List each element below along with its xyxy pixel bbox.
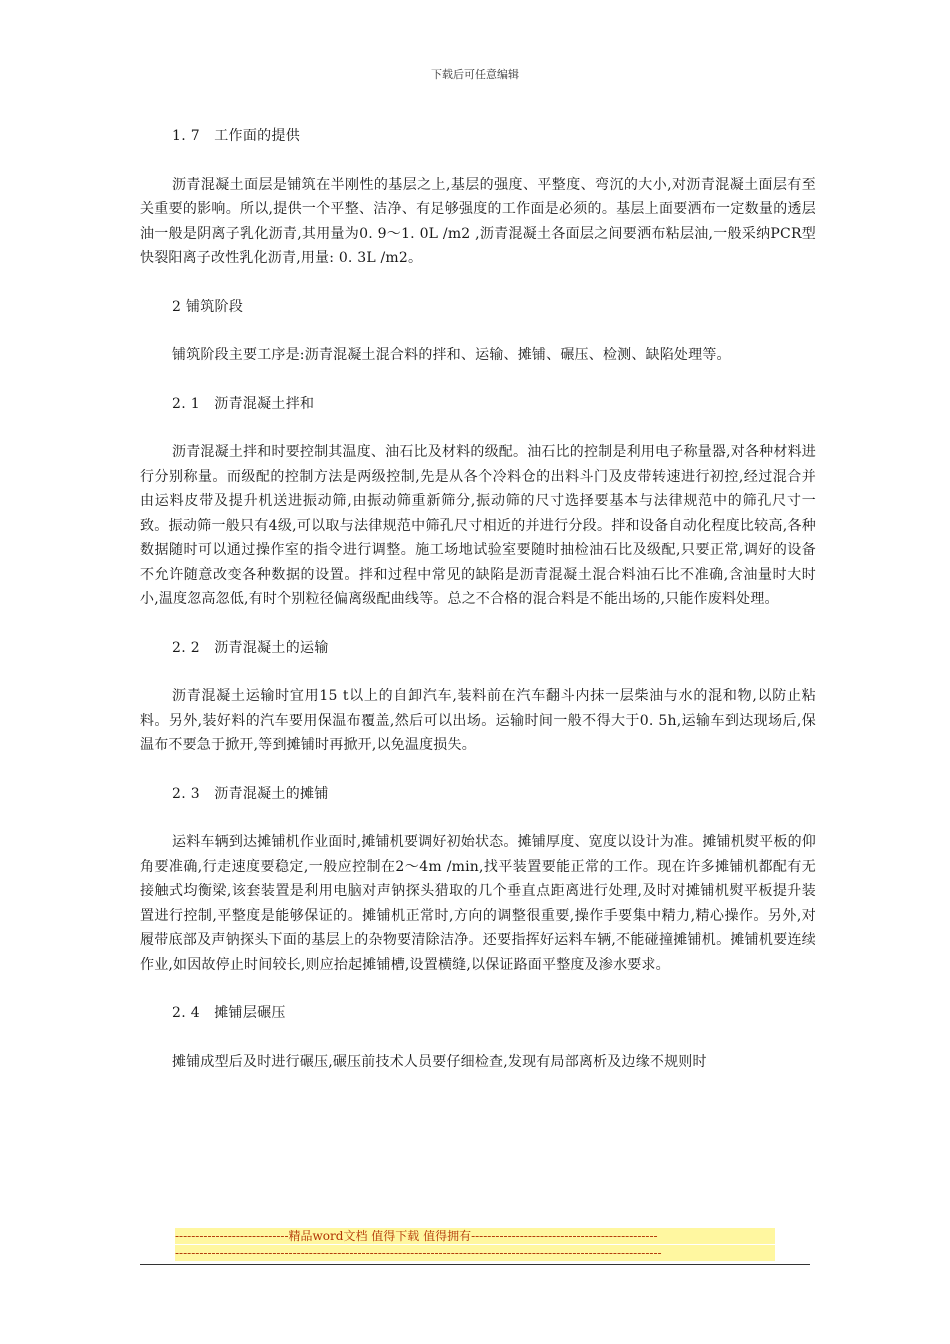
section-heading: 2. 4 摊铺层碾压 bbox=[172, 1005, 286, 1021]
page-header: 下载后可任意编辑 bbox=[431, 68, 519, 81]
section-heading: 1. 7 工作面的提供 bbox=[172, 128, 301, 144]
footer-banner: ----------------------------精品word文档 值得下载 值得拥有---------------------------------------------- bbox=[175, 1228, 775, 1244]
document-body bbox=[140, 124, 816, 1098]
footer-dash-line: ------------------------------------------------------------------------------------------------------------------------ bbox=[175, 1245, 775, 1261]
section-paragraph: 运料车辆到达摊铺机作业面时,摊铺机要调好初始状态。摊铺厚度、宽度以设计为准。摊铺机熨平板的仰角要准确,行走速度要稳定,一般应控制在2～4m /min,找平装置要能正常的工作。现在许多摊铺机都配有无接触式均衡梁,该套装置是利用电脑对声钠探头猎取的几个垂直点距离进行处理,及时对摊铺机熨平板提升装置进行控制,平整度是能够保证的。摊铺机正常时,方向的调整很重要,操作手要集中精力,精心操作。另外,对履带底部及声钠探头下面的基层上的杂物要清除洁净。还要指挥好运料车辆,不能碰撞摊铺机。摊铺机要连续作业,如因故停止时间较长,则应抬起摊铺槽,设置横缝,以保证路面平整度及渗水要求。 bbox=[140, 834, 816, 973]
section-paragraph: 沥青混凝土拌和时要控制其温度、油石比及材料的级配。油石比的控制是利用电子称量器,对各种材料进行分别称量。而级配的控制方法是两级控制,先是从各个冷料仓的出料斗门及皮带转速进行初控,经过混合并由运料皮带及提升机送进振动筛,由振动筛重新筛分,振动筛的尺寸选择要基本与法律规范中的筛孔尺寸一致。振动筛一般只有4级,可以取与法律规范中筛孔尺寸相近的并进行分段。拌和设备自动化程度比较高,各种数据随时可以通过操作室的指令进行调整。施工场地试验室要随时抽检油石比及级配,只要正常,调好的设备不允许随意改变各种数据的设置。拌和过程中常见的缺陷是沥青混凝土混合料油石比不准确,含油量时大时小,温度忽高忽低,有时个别粒径偏离级配曲线等。总之不合格的混合料是不能出场的,只能作废料处理。 bbox=[140, 444, 816, 607]
section-heading: 2. 2 沥青混凝土的运输 bbox=[172, 639, 329, 656]
section-heading: 2 铺筑阶段 bbox=[172, 298, 244, 315]
section-paragraph: 沥青混凝土运输时宜用15 t以上的自卸汽车,装料前在汽车翻斗内抹一层柴油与水的混和物,以防止粘料。另外,装好料的汽车要用保温布覆盖,然后可以出场。运输时间一般不得大于0. 5h,运输车到达现场后,保温布不要急于掀开,等到摊铺时再掀开,以免温度损失。 bbox=[140, 688, 816, 753]
section-heading: 2. 1 沥青混凝土拌和 bbox=[172, 395, 315, 412]
section-paragraph: 摊铺成型后及时进行碾压,碾压前技术人员要仔细检查,发现有局部离析及边缘不规则时 bbox=[172, 1053, 707, 1070]
footer-rule bbox=[140, 1264, 810, 1265]
section-paragraph: 沥青混凝土面层是铺筑在半刚性的基层之上,基层的强度、平整度、弯沉的大小,对沥青混凝土面层有至关重要的影响。所以,提供一个平整、洁净、有足够强度的工作面是必须的。基层上面要洒布一定数量的透层油一般是阴离子乳化沥青,其用量为0. 9～1. 0L /m2 ,沥青混凝土各面层之间要洒布粘层油,一般采纳PCR型快裂阳离子改性乳化沥青,用量: 0. 3L /m2。 bbox=[140, 176, 816, 266]
section-paragraph: 铺筑阶段主要工序是:沥青混凝土混合料的拌和、运输、摊铺、碾压、检测、缺陷处理等。 bbox=[172, 347, 731, 363]
section-heading: 2. 3 沥青混凝土的摊铺 bbox=[172, 785, 329, 802]
